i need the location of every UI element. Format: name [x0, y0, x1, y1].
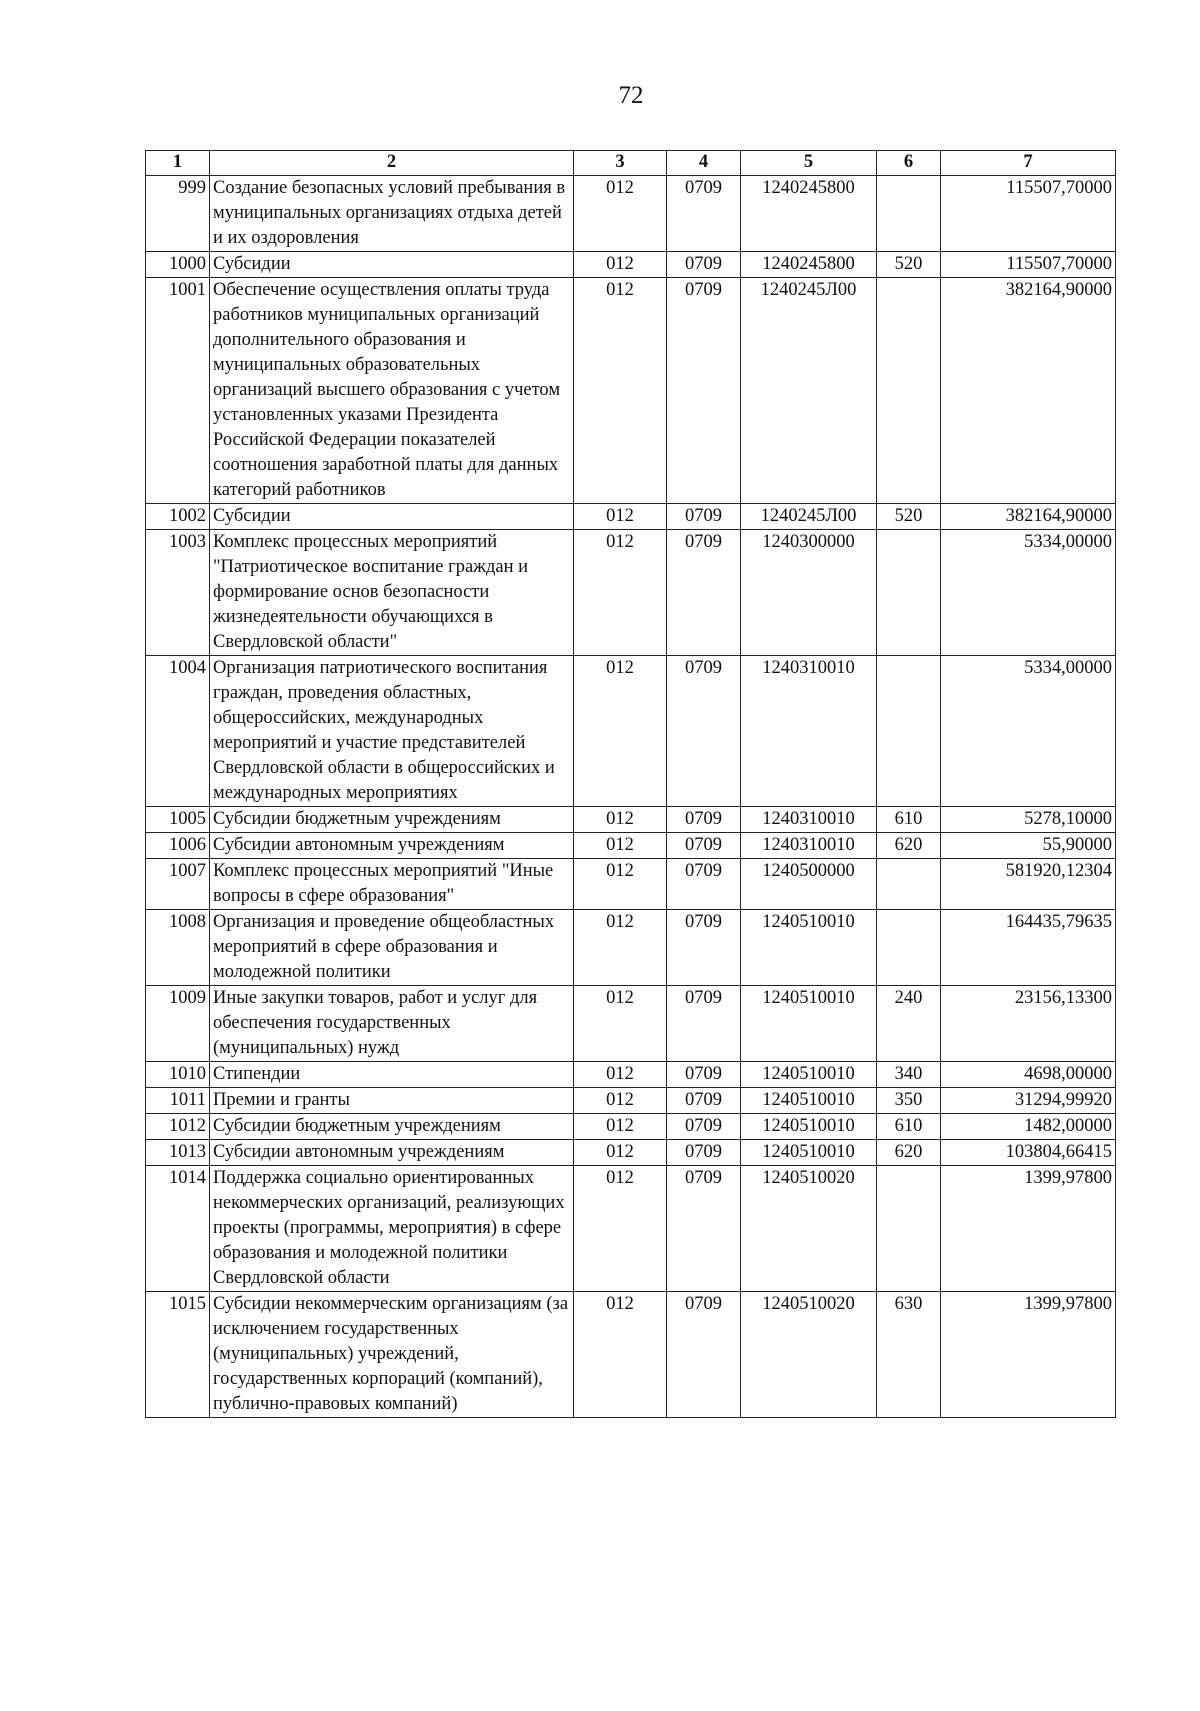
row-number-cell: 999: [146, 176, 210, 252]
header-col-5: 5: [741, 151, 877, 176]
section-code-cell: 0709: [667, 176, 741, 252]
expense-type-cell: 340: [877, 1062, 941, 1088]
expense-type-cell: 240: [877, 986, 941, 1062]
target-article-cell: 1240500000: [741, 859, 877, 910]
ministry-code-cell: 012: [574, 1140, 667, 1166]
ministry-code-cell: 012: [574, 252, 667, 278]
table-row: [146, 807, 1116, 833]
ministry-code-cell: 012: [574, 807, 667, 833]
section-code-cell: 0709: [667, 1062, 741, 1088]
target-article-cell: 1240310010: [741, 807, 877, 833]
amount-cell: 4698,00000: [941, 1062, 1116, 1088]
row-number-cell: 1005: [146, 807, 210, 833]
ministry-code-cell: 012: [574, 176, 667, 252]
section-code-cell: 0709: [667, 1114, 741, 1140]
expense-type-cell: 520: [877, 252, 941, 278]
ministry-code-cell: 012: [574, 1088, 667, 1114]
amount-cell: 382164,90000: [941, 504, 1116, 530]
table-row: [146, 530, 1116, 656]
ministry-code-cell: 012: [574, 278, 667, 504]
row-name-cell: Субсидии: [210, 504, 574, 530]
row-name-cell: Комплекс процессных мероприятий "Иные вопросы в сфере образования": [210, 859, 574, 910]
row-number-cell: 1010: [146, 1062, 210, 1088]
target-article-cell: 1240245Л00: [741, 278, 877, 504]
target-article-cell: 1240510020: [741, 1166, 877, 1292]
target-article-cell: 1240510010: [741, 1062, 877, 1088]
section-code-cell: 0709: [667, 1292, 741, 1418]
target-article-cell: 1240510020: [741, 1292, 877, 1418]
section-code-cell: 0709: [667, 1088, 741, 1114]
table-row: [146, 833, 1116, 859]
ministry-code-cell: 012: [574, 859, 667, 910]
row-name-cell: Обеспечение осуществления оплаты труда работников муниципальных организаций дополнительного образования и муниципальных образовательных организаций высшего образования с учетом установленных указами Президента Российской Федерации показателей соотношения заработной платы для данных категорий работников: [210, 278, 574, 504]
expense-type-cell: 630: [877, 1292, 941, 1418]
row-number-cell: 1000: [146, 252, 210, 278]
section-code-cell: 0709: [667, 504, 741, 530]
amount-cell: 115507,70000: [941, 252, 1116, 278]
amount-cell: 382164,90000: [941, 278, 1116, 504]
ministry-code-cell: 012: [574, 910, 667, 986]
row-number-cell: 1013: [146, 1140, 210, 1166]
row-name-cell: Иные закупки товаров, работ и услуг для обеспечения государственных (муниципальных) нужд: [210, 986, 574, 1062]
ministry-code-cell: 012: [574, 1292, 667, 1418]
amount-cell: 115507,70000: [941, 176, 1116, 252]
target-article-cell: 1240245800: [741, 176, 877, 252]
target-article-cell: 1240245Л00: [741, 504, 877, 530]
expense-type-cell: 520: [877, 504, 941, 530]
row-number-cell: 1011: [146, 1088, 210, 1114]
row-name-cell: Премии и гранты: [210, 1088, 574, 1114]
row-number-cell: 1015: [146, 1292, 210, 1418]
expense-type-cell: 620: [877, 1140, 941, 1166]
table-body: [146, 176, 1116, 1418]
target-article-cell: 1240300000: [741, 530, 877, 656]
section-code-cell: 0709: [667, 986, 741, 1062]
target-article-cell: 1240510010: [741, 1088, 877, 1114]
expense-type-cell: [877, 910, 941, 986]
section-code-cell: 0709: [667, 1140, 741, 1166]
expense-type-cell: [877, 530, 941, 656]
target-article-cell: 1240310010: [741, 833, 877, 859]
ministry-code-cell: 012: [574, 1166, 667, 1292]
ministry-code-cell: 012: [574, 986, 667, 1062]
amount-cell: 5334,00000: [941, 656, 1116, 807]
amount-cell: 5278,10000: [941, 807, 1116, 833]
section-code-cell: 0709: [667, 252, 741, 278]
table-row: [146, 1088, 1116, 1114]
ministry-code-cell: 012: [574, 504, 667, 530]
ministry-code-cell: 012: [574, 656, 667, 807]
amount-cell: 1482,00000: [941, 1114, 1116, 1140]
amount-cell: 103804,66415: [941, 1140, 1116, 1166]
header-col-4: 4: [667, 151, 741, 176]
table-row: [146, 656, 1116, 807]
ministry-code-cell: 012: [574, 1062, 667, 1088]
amount-cell: 55,90000: [941, 833, 1116, 859]
section-code-cell: 0709: [667, 656, 741, 807]
row-number-cell: 1006: [146, 833, 210, 859]
row-name-cell: Субсидии некоммерческим организациям (за исключением государственных (муниципальных) учреждений, государственных корпораций (компаний), публично-правовых компаний): [210, 1292, 574, 1418]
amount-cell: 164435,79635: [941, 910, 1116, 986]
row-number-cell: 1001: [146, 278, 210, 504]
ministry-code-cell: 012: [574, 1114, 667, 1140]
table-row: [146, 278, 1116, 504]
budget-table: [145, 150, 1116, 1418]
row-name-cell: Организация и проведение общеобластных мероприятий в сфере образования и молодежной политики: [210, 910, 574, 986]
section-code-cell: 0709: [667, 833, 741, 859]
header-col-6: 6: [877, 151, 941, 176]
table-row: [146, 1062, 1116, 1088]
expense-type-cell: [877, 859, 941, 910]
row-number-cell: 1004: [146, 656, 210, 807]
header-col-3: 3: [574, 151, 667, 176]
amount-cell: 581920,12304: [941, 859, 1116, 910]
expense-type-cell: 350: [877, 1088, 941, 1114]
section-code-cell: 0709: [667, 859, 741, 910]
target-article-cell: 1240510010: [741, 1114, 877, 1140]
page-number: 72: [618, 82, 644, 109]
section-code-cell: 0709: [667, 910, 741, 986]
table-row: [146, 859, 1116, 910]
row-name-cell: Субсидии автономным учреждениям: [210, 1140, 574, 1166]
expense-type-cell: 610: [877, 1114, 941, 1140]
target-article-cell: 1240510010: [741, 986, 877, 1062]
row-name-cell: Стипендии: [210, 1062, 574, 1088]
table-row: [146, 986, 1116, 1062]
row-number-cell: 1007: [146, 859, 210, 910]
table-row: [146, 1166, 1116, 1292]
header-col-7: 7: [941, 151, 1116, 176]
row-number-cell: 1002: [146, 504, 210, 530]
section-code-cell: 0709: [667, 807, 741, 833]
ministry-code-cell: 012: [574, 530, 667, 656]
section-code-cell: 0709: [667, 278, 741, 504]
header-row: [146, 151, 1116, 176]
row-name-cell: Создание безопасных условий пребывания в муниципальных организациях отдыха детей и их оздоровления: [210, 176, 574, 252]
ministry-code-cell: 012: [574, 833, 667, 859]
amount-cell: 1399,97800: [941, 1292, 1116, 1418]
row-name-cell: Субсидии: [210, 252, 574, 278]
row-number-cell: 1012: [146, 1114, 210, 1140]
row-number-cell: 1014: [146, 1166, 210, 1292]
row-name-cell: Комплекс процессных мероприятий "Патриотическое воспитание граждан и формирование основ безопасности жизнедеятельности обучающихся в Свердловской области": [210, 530, 574, 656]
header-col-1: 1: [146, 151, 210, 176]
expense-type-cell: 620: [877, 833, 941, 859]
row-name-cell: Организация патриотического воспитания граждан, проведения областных, общероссийских, международных мероприятий и участие представителей Свердловской области в общероссийских и международных мероприятиях: [210, 656, 574, 807]
table-row: [146, 1114, 1116, 1140]
table-row: [146, 176, 1116, 252]
amount-cell: 5334,00000: [941, 530, 1116, 656]
target-article-cell: 1240510010: [741, 910, 877, 986]
header-col-2: 2: [210, 151, 574, 176]
table-row: [146, 252, 1116, 278]
target-article-cell: 1240310010: [741, 656, 877, 807]
table-row: [146, 504, 1116, 530]
row-name-cell: Субсидии бюджетным учреждениям: [210, 1114, 574, 1140]
table-row: [146, 1140, 1116, 1166]
row-number-cell: 1003: [146, 530, 210, 656]
amount-cell: 1399,97800: [941, 1166, 1116, 1292]
table-row: [146, 1292, 1116, 1418]
section-code-cell: 0709: [667, 530, 741, 656]
row-name-cell: Поддержка социально ориентированных некоммерческих организаций, реализующих проекты (программы, мероприятия) в сфере образования и молодежной политики Свердловской области: [210, 1166, 574, 1292]
target-article-cell: 1240245800: [741, 252, 877, 278]
row-number-cell: 1008: [146, 910, 210, 986]
expense-type-cell: 610: [877, 807, 941, 833]
table-row: [146, 910, 1116, 986]
amount-cell: 31294,99920: [941, 1088, 1116, 1114]
row-name-cell: Субсидии бюджетным учреждениям: [210, 807, 574, 833]
expense-type-cell: [877, 1166, 941, 1292]
expense-type-cell: [877, 278, 941, 504]
row-name-cell: Субсидии автономным учреждениям: [210, 833, 574, 859]
expense-type-cell: [877, 176, 941, 252]
row-number-cell: 1009: [146, 986, 210, 1062]
section-code-cell: 0709: [667, 1166, 741, 1292]
target-article-cell: 1240510010: [741, 1140, 877, 1166]
expense-type-cell: [877, 656, 941, 807]
amount-cell: 23156,13300: [941, 986, 1116, 1062]
